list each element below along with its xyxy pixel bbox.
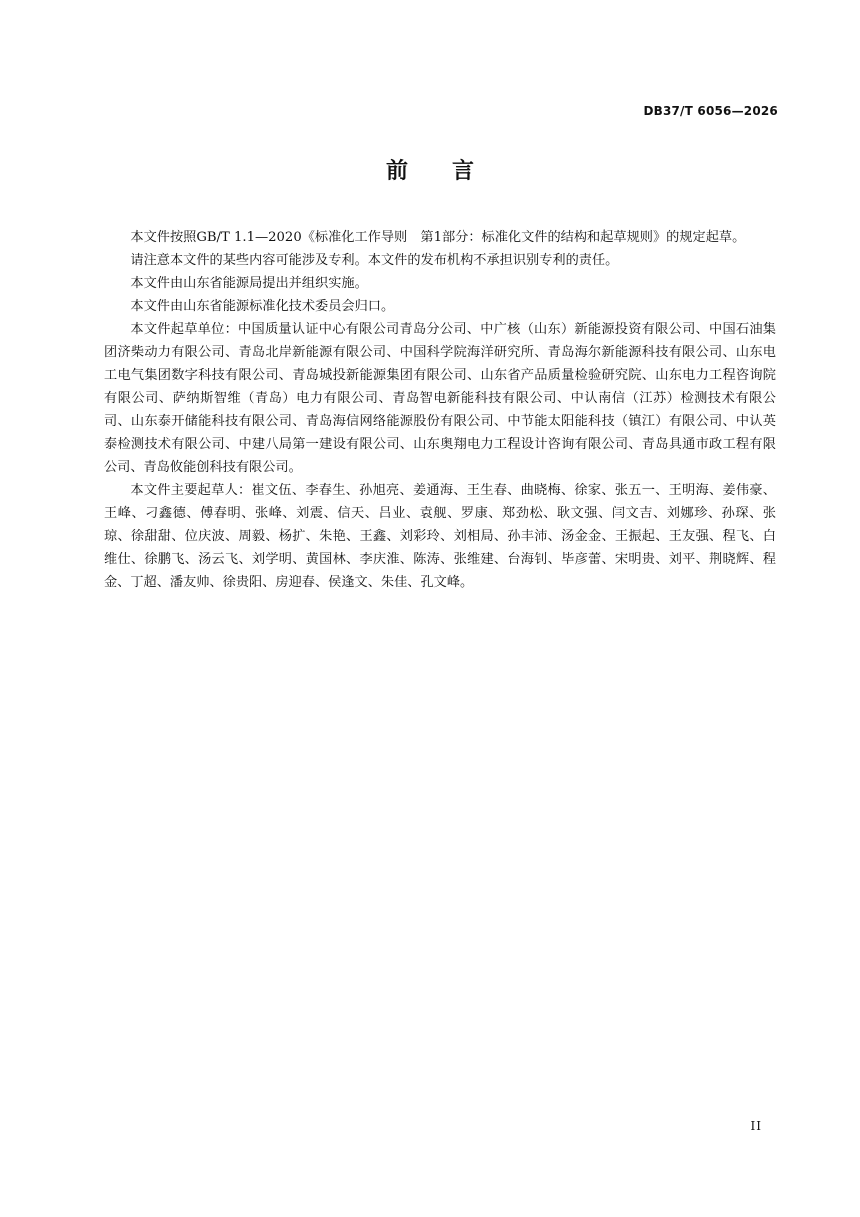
paragraph-committee: 本文件由山东省能源标准化技术委员会归口。 (130, 299, 395, 314)
paragraph-drafting-units: 本文件起草单位：中国质量认证中心有限公司青岛分公司、中广核（山东）新能源投资有限公司、中国石油集团济柴动力有限公司、青岛北岸新能源有限公司、中国科学院海洋研究所、青岛海尔新能源科技有限公司、山东电工电气集团数字科技有限公司、青岛城投新能源集团有限公司、山东省产品质量检验研究院、山东电力工程咨询院有限公司、萨纳斯智维（青岛）电力有限公司、青岛智电新能科技有限公司、中认南信（江苏）检测技术有限公司、山东泰开储能科技有限公司、青岛海信网络能源股份有限公司、中节能太阳能科技（镇江）有限公司、中认英泰检测技术有限公司、中建八局第一建设有限公司、山东奥翔电力工程设计咨询有限公司、青岛具通市政工程有限公司、青岛攸能创科技有限公司。 (104, 322, 776, 475)
title-char-1: 前 (385, 159, 408, 184)
paragraph-drafters: 本文件主要起草人：崔文伍、李春生、孙旭亮、姜通海、王生春、曲晓梅、徐家、张五一、王明海、姜伟豪、王峰、刁鑫德、傅春明、张峰、刘震、信天、吕业、袁舰、罗康、郑劲松、耿文强、闫文吉、刘娜珍、孙琛、张琼、徐甜甜、位庆波、周毅、杨扩、朱艳、王鑫、刘彩玲、刘相局、孙丰沛、汤金金、王振起、王友强、程飞、白维仕、徐鹏飞、汤云飞、刘学明、黄国林、李庆淮、陈涛、张维建、台海钊、毕彦蕾、宋明贵、刘平、荆晓辉、程金、丁超、潘友帅、徐贵阳、房迎春、侯逢文、朱佳、孔文峰。 (104, 483, 776, 590)
foreword-body (104, 226, 776, 594)
page-number: II (750, 1119, 762, 1133)
page-title (0, 154, 860, 185)
paragraph-proposer: 本文件由山东省能源局提出并组织实施。 (130, 276, 368, 291)
title-char-2: 言 (452, 159, 475, 184)
paragraph-drafting-rules: 本文件按照GB/T 1.1—2020《标准化工作导则 第1部分：标准化文件的结构和起草规则》的规定起草。 (130, 230, 746, 245)
paragraph-patent-notice: 请注意本文件的某些内容可能涉及专利。本文件的发布机构不承担识别专利的责任。 (130, 253, 619, 268)
document-code: DB37/T 6056—2026 (643, 104, 778, 118)
